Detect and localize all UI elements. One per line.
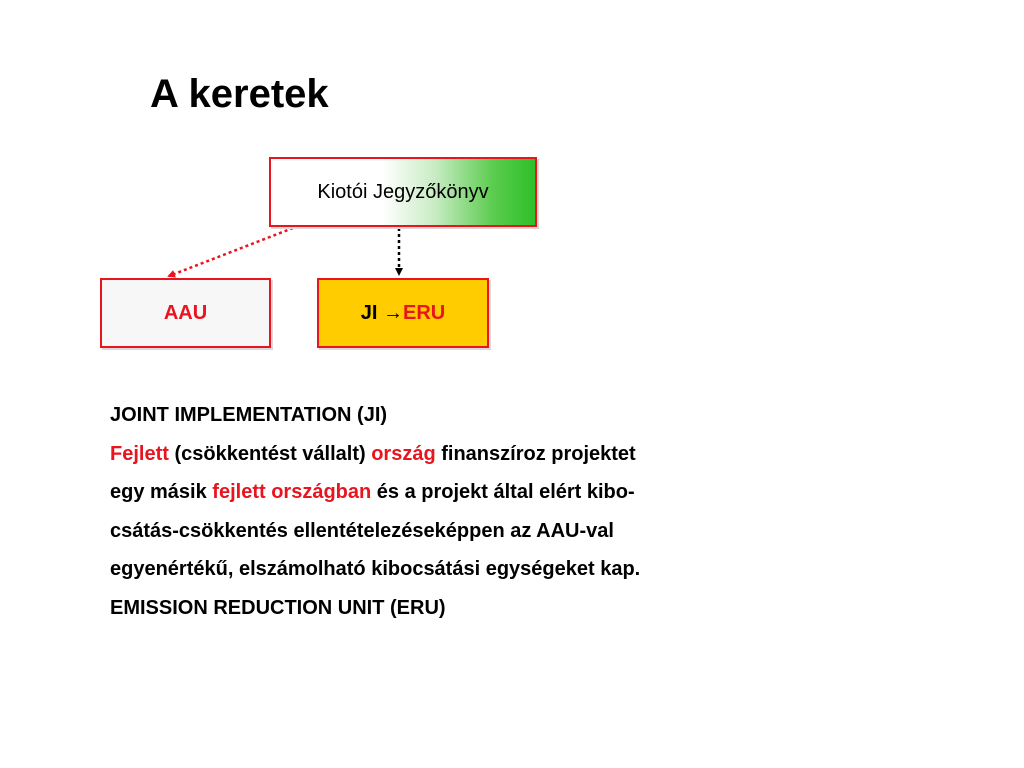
text-line-5: egyenértékű, elszámolható kibocsátási egységeket kap.: [110, 558, 641, 580]
text-segment: finanszíroz projektet: [435, 442, 636, 465]
page-title: A keretek: [150, 72, 329, 116]
arrow-kyoto-to-aau: [169, 228, 293, 276]
text-segment: (csökkentést vállalt): [168, 442, 372, 465]
kyoto-protocol-box: [269, 157, 537, 227]
kyoto-protocol-label: Kiotói Jegyzőkönyv: [317, 180, 489, 203]
text-line-1: JOINT IMPLEMENTATION (JI): [110, 404, 388, 426]
aau-box: [100, 278, 271, 348]
text-line-3: [110, 473, 830, 512]
eru-label: ERU: [403, 301, 446, 324]
ji-label: JI →: [360, 301, 403, 324]
text-segment: és a projekt által elért kibo-: [371, 481, 635, 503]
text-line-6: EMISSION REDUCTION UNIT (ERU): [110, 596, 446, 619]
highlight-fejlett: Fejlett: [110, 442, 169, 465]
text-line-2: [110, 435, 830, 474]
text-segment: egy másik: [110, 481, 213, 503]
highlight-orszag: ország: [371, 442, 436, 465]
ji-eru-box: [317, 278, 489, 348]
text-line-4: csátás-csökkentés ellentételezéseképpen az AAU-val: [110, 519, 614, 542]
highlight-fejlett-orszagban: fejlett országban: [212, 481, 372, 503]
aau-label: AAU: [163, 301, 208, 324]
description-text: [110, 396, 830, 627]
